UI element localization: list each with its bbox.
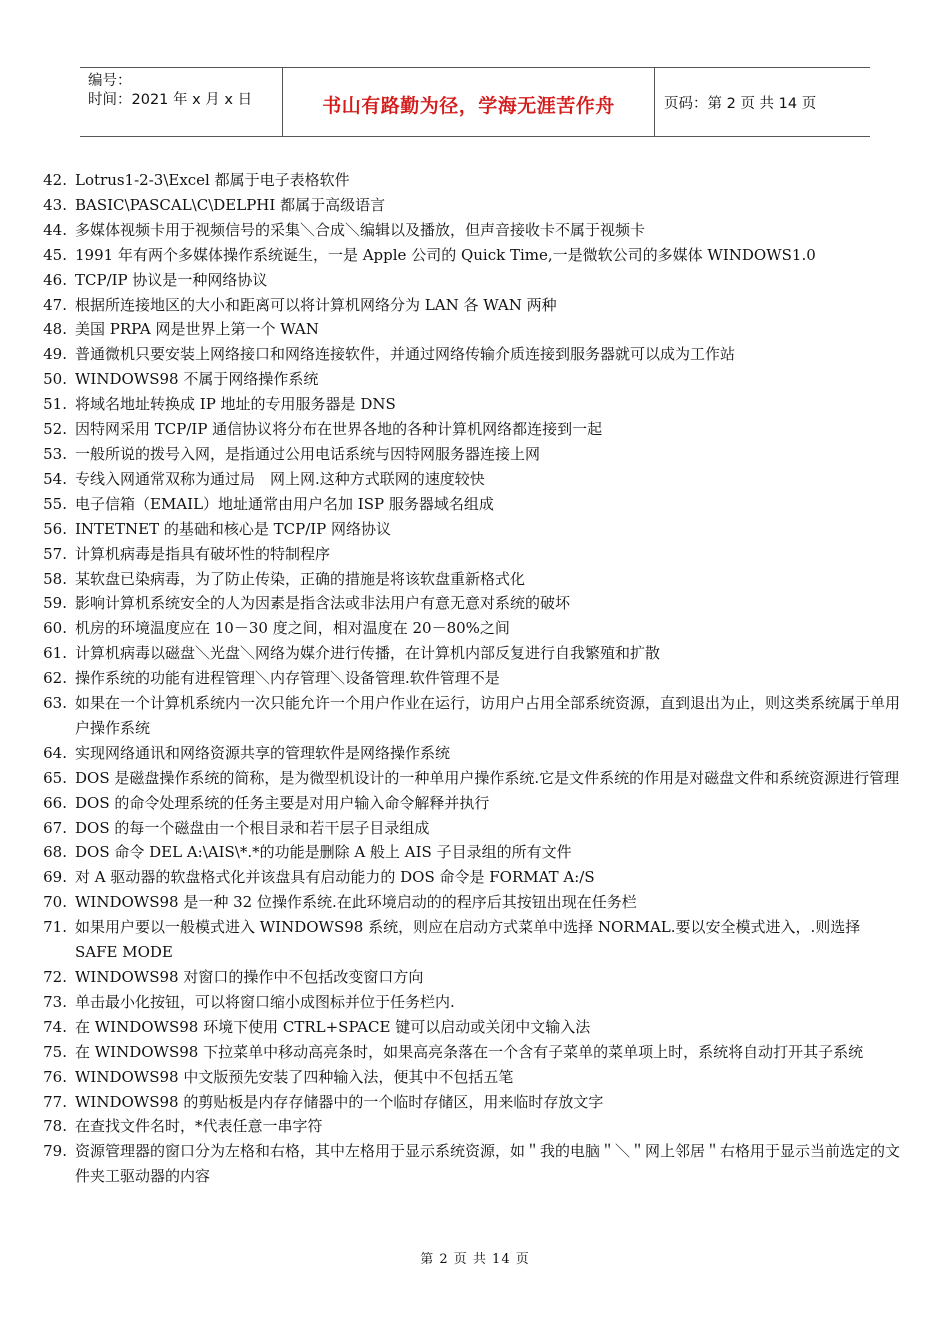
footer-page-number: 第 2 页 共 14 页 (420, 1252, 530, 1267)
list-item (0, 591, 950, 616)
item-text: BASIC\PASCAL\C\DELPHI 都属于高级语言 (75, 195, 386, 214)
item-text: 实现网络通讯和网络资源共享的管理软件是网络操作系统 (75, 743, 451, 762)
item-text: 在查找文件名时，*代表任意一串字符 (75, 1117, 323, 1136)
item-number: 48. (43, 320, 67, 339)
list-item (0, 691, 950, 741)
item-number: 52. (43, 420, 67, 439)
item-text: 多媒体视频卡用于视频信号的采集＼合成＼编辑以及播放，但声音接收卡不属于视频卡 (75, 220, 646, 239)
item-text: TCP/IP 协议是一种网络协议 (75, 270, 268, 289)
item-number: 77. (43, 1092, 67, 1111)
item-number: 65. (43, 768, 67, 787)
list-item (0, 865, 950, 890)
item-number: 70. (43, 893, 67, 912)
item-number: 46. (43, 270, 67, 289)
item-number: 66. (43, 793, 67, 812)
item-number: 61. (43, 644, 67, 663)
item-text: 机房的环境温度应在 10－30 度之间，相对温度在 20－80%之间 (75, 619, 510, 638)
page-header (80, 67, 870, 137)
list-item (0, 741, 950, 766)
list-item (0, 890, 950, 915)
item-number: 62. (43, 669, 67, 688)
item-text: 将域名地址转换成 IP 地址的专用服务器是 DNS (75, 395, 396, 414)
item-number: 60. (43, 619, 67, 638)
item-number: 68. (43, 843, 67, 862)
item-number: 71. (43, 918, 67, 937)
item-number: 47. (43, 295, 67, 314)
item-text: 计算机病毒是指具有破坏性的特制程序 (75, 544, 331, 563)
list-item (0, 492, 950, 517)
item-text: 影响计算机系统安全的人为因素是指含法或非法用户有意无意对系统的破坏 (75, 594, 571, 613)
item-text: WINDOWS98 中文版预先安装了四种输入法，便其中不包括五笔 (75, 1067, 514, 1086)
list-item (0, 1040, 950, 1065)
item-text: INTETNET 的基础和核心是 TCP/IP 网络协议 (75, 519, 392, 538)
list-item (0, 965, 950, 990)
item-number: 56. (43, 519, 67, 538)
header-page-info: 页码：第 2 页 共 14 页 (664, 95, 817, 112)
item-text: 根据所连接地区的大小和距离可以将计算机网络分为 LAN 各 WAN 两种 (75, 295, 557, 314)
item-text: 资源管理器的窗口分为左格和右格，其中左格用于显示系统资源，如＂我的电脑＂＼＂网上邻居＂右格用于显示当前选定的文件夹工驱动器的内容 (75, 1142, 901, 1186)
item-text: 1991 年有两个多媒体操作系统诞生，一是 Apple 公司的 Quick Time,一是微软公司的多媒体 WINDOWS1.0 (75, 245, 816, 264)
list-item (0, 317, 950, 342)
item-number: 58. (43, 569, 67, 588)
item-number: 67. (43, 818, 67, 837)
list-item (0, 542, 950, 567)
list-item (0, 467, 950, 492)
item-text: 一般所说的拨号入网，是指通过公用电话系统与因特网服务器连接上网 (75, 444, 541, 463)
list-item (0, 990, 950, 1015)
item-text: 对 A 驱动器的软盘格式化并该盘具有启动能力的 DOS 命令是 FORMAT A:/S (75, 868, 595, 887)
list-item (0, 293, 950, 318)
item-text: 因特网采用 TCP/IP 通信协议将分布在世界各地的各种计算机网络都连接到一起 (75, 420, 603, 439)
document-number-label: 编号： (88, 73, 132, 89)
list-item (0, 1139, 950, 1189)
item-number: 50. (43, 370, 67, 389)
item-number: 43. (43, 195, 67, 214)
item-number: 63. (43, 694, 67, 713)
item-number: 57. (43, 544, 67, 563)
list-item (0, 791, 950, 816)
list-item (0, 666, 950, 691)
item-text: DOS 是磁盘操作系统的简称，是为微型机设计的一种单用户操作系统.它是文件系统的作用是对磁盘文件和系统资源进行管理 (75, 768, 900, 787)
item-number: 75. (43, 1042, 67, 1061)
item-number: 73. (43, 992, 67, 1011)
list-item (0, 442, 950, 467)
header-info-cell (80, 68, 283, 136)
item-text: 如果在一个计算机系统内一次只能允许一个用户作业在运行，访用户占用全部系统资源，直到退出为止，则这类系统属于单用户操作系统 (75, 694, 901, 737)
item-text: 美国 PRPA 网是世界上第一个 WAN (75, 320, 319, 339)
page-footer (0, 1248, 950, 1267)
item-number: 55. (43, 494, 67, 513)
list-item (0, 766, 950, 791)
list-item (0, 915, 950, 965)
list-item (0, 641, 950, 666)
list-item (0, 243, 950, 268)
list-item (0, 392, 950, 417)
item-number: 42. (43, 171, 67, 189)
item-number: 76. (43, 1067, 67, 1086)
item-text: 计算机病毒以磁盘＼光盘＼网络为媒介进行传播，在计算机内部反复进行自我繁殖和扩散 (75, 644, 661, 663)
list-item (0, 168, 950, 193)
list-item (0, 417, 950, 442)
item-text: 操作系统的功能有进程管理＼内存管理＼设备管理.软件管理不是 (75, 669, 500, 688)
list-item (0, 1015, 950, 1040)
document-date-label: 时间：2021 年 x 月 x 日 (88, 92, 253, 108)
list-item (0, 567, 950, 592)
item-text: 某软盘已染病毒，为了防止传染，正确的措施是将该软盘重新格式化 (75, 569, 526, 588)
item-number: 59. (43, 594, 67, 613)
item-text: WINDOWS98 对窗口的操作中不包括改变窗口方向 (75, 968, 424, 986)
item-number: 53. (43, 444, 67, 463)
list-item (0, 616, 950, 641)
list-item (0, 367, 950, 392)
numbered-statement-list (0, 168, 950, 1189)
item-text: Lotrus1-2-3\Excel 都属于电子表格软件 (75, 171, 350, 189)
item-text: 电子信箱（EMAIL）地址通常由用户名加 ISP 服务器域名组成 (75, 494, 494, 513)
item-number: 72. (43, 968, 67, 986)
item-text: 在 WINDOWS98 环境下使用 CTRL+SPACE 键可以启动或关闭中文输入法 (75, 1017, 591, 1036)
list-item (0, 342, 950, 367)
item-text: 单击最小化按钮，可以将窗口缩小成图标并位于任务栏内. (75, 992, 455, 1011)
item-number: 44. (43, 220, 67, 239)
item-text: DOS 的命令处理系统的任务主要是对用户输入命令解释并执行 (75, 793, 490, 812)
item-number: 45. (43, 245, 67, 264)
item-number: 54. (43, 469, 67, 488)
item-text: 如果用户要以一般模式进入 WINDOWS98 系统，则应在启动方式菜单中选择 NORMAL.要以安全模式进入，.则选择 SAFE MODE (75, 918, 861, 962)
item-text: DOS 命令 DEL A:\AIS\*.*的功能是删除 A 般上 AIS 子目录组的所有文件 (75, 843, 572, 862)
item-number: 69. (43, 868, 67, 887)
item-text: DOS 的每一个磁盘由一个根目录和若干层子目录组成 (75, 818, 430, 837)
item-number: 74. (43, 1017, 67, 1036)
list-item (0, 1090, 950, 1115)
list-item (0, 268, 950, 293)
list-item (0, 1114, 950, 1139)
item-number: 51. (43, 395, 67, 414)
item-number: 64. (43, 743, 67, 762)
list-item (0, 517, 950, 542)
header-motto: 书山有路勤为径，学海无涯苦作舟 (283, 68, 655, 136)
list-item (0, 218, 950, 243)
list-item (0, 1065, 950, 1090)
item-text: WINDOWS98 不属于网络操作系统 (75, 370, 319, 389)
item-text: 普通微机只要安装上网络接口和网络连接软件，并通过网络传输介质连接到服务器就可以成为工作站 (75, 345, 736, 364)
item-number: 79. (43, 1142, 67, 1161)
item-number: 78. (43, 1117, 67, 1136)
item-text: WINDOWS98 是一种 32 位操作系统.在此环境启动的的程序后其按钮出现在任务栏 (75, 893, 637, 912)
list-item (0, 193, 950, 218)
item-text: 在 WINDOWS98 下拉菜单中移动高亮条时，如果高亮条落在一个含有子菜单的菜单项上时，系统将自动打开其子系统 (75, 1042, 864, 1061)
item-number: 49. (43, 345, 67, 364)
item-text: WINDOWS98 的剪贴板是内存存储器中的一个临时存储区，用来临时存放文字 (75, 1092, 604, 1111)
list-item (0, 816, 950, 841)
list-item (0, 840, 950, 865)
item-text: 专线入网通常双称为通过局 网上网.这种方式联网的速度较快 (75, 469, 485, 488)
